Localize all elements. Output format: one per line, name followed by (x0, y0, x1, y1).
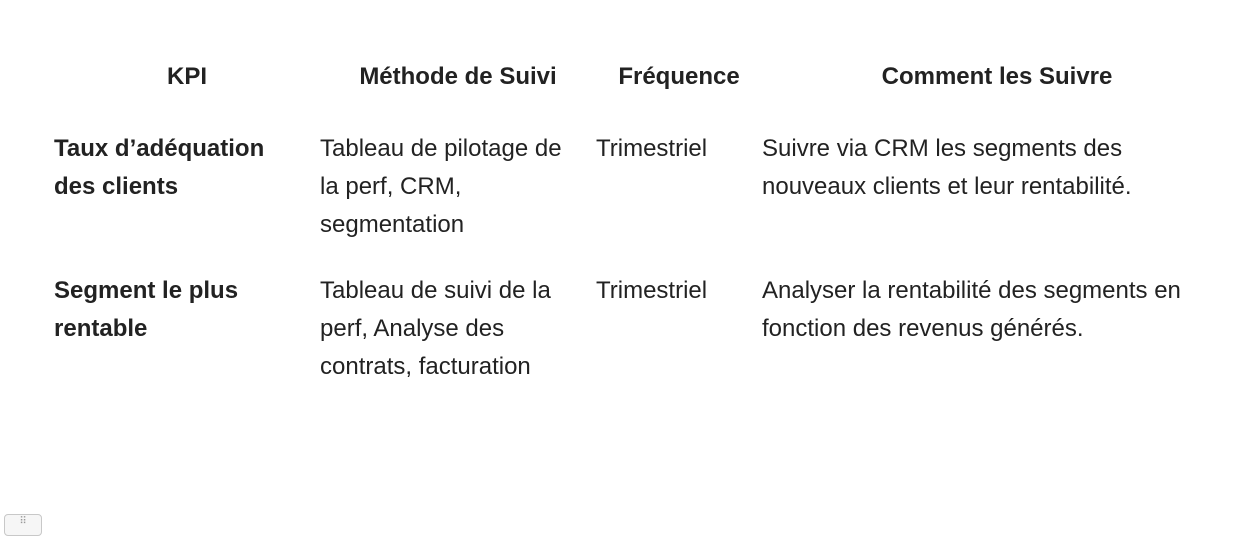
method-cell: Tableau de pilotage de la perf, CRM, segmentation (320, 135, 562, 238)
table-row (54, 130, 1232, 272)
how-cell: Suivre via CRM les segments des nouveaux clients et leur rentabilité. (762, 135, 1132, 200)
frequency-cell: Trimestriel (596, 277, 708, 304)
header-method: Méthode de Suivi (359, 63, 557, 90)
header-how: Comment les Suivre (881, 63, 1113, 90)
header-frequency (596, 56, 762, 130)
header-frequency-label: Fréquence (618, 63, 740, 90)
frequency-cell: Trimestriel (596, 135, 708, 162)
resize-handle[interactable]: ⠿ (4, 514, 42, 536)
table-header-row (54, 56, 1232, 130)
header-kpi: KPI (166, 63, 207, 90)
kpi-table (54, 56, 1232, 386)
kpi-cell: Taux d’adéquation des clients (54, 135, 265, 200)
kpi-cell: Segment le plus rentable (54, 277, 239, 342)
how-cell: Analyser la rentabilité des segments en fonction des revenus générés. (762, 277, 1181, 342)
table-row (54, 272, 1232, 386)
method-cell: Tableau de suivi de la perf, Analyse des contrats, facturation (320, 277, 551, 380)
